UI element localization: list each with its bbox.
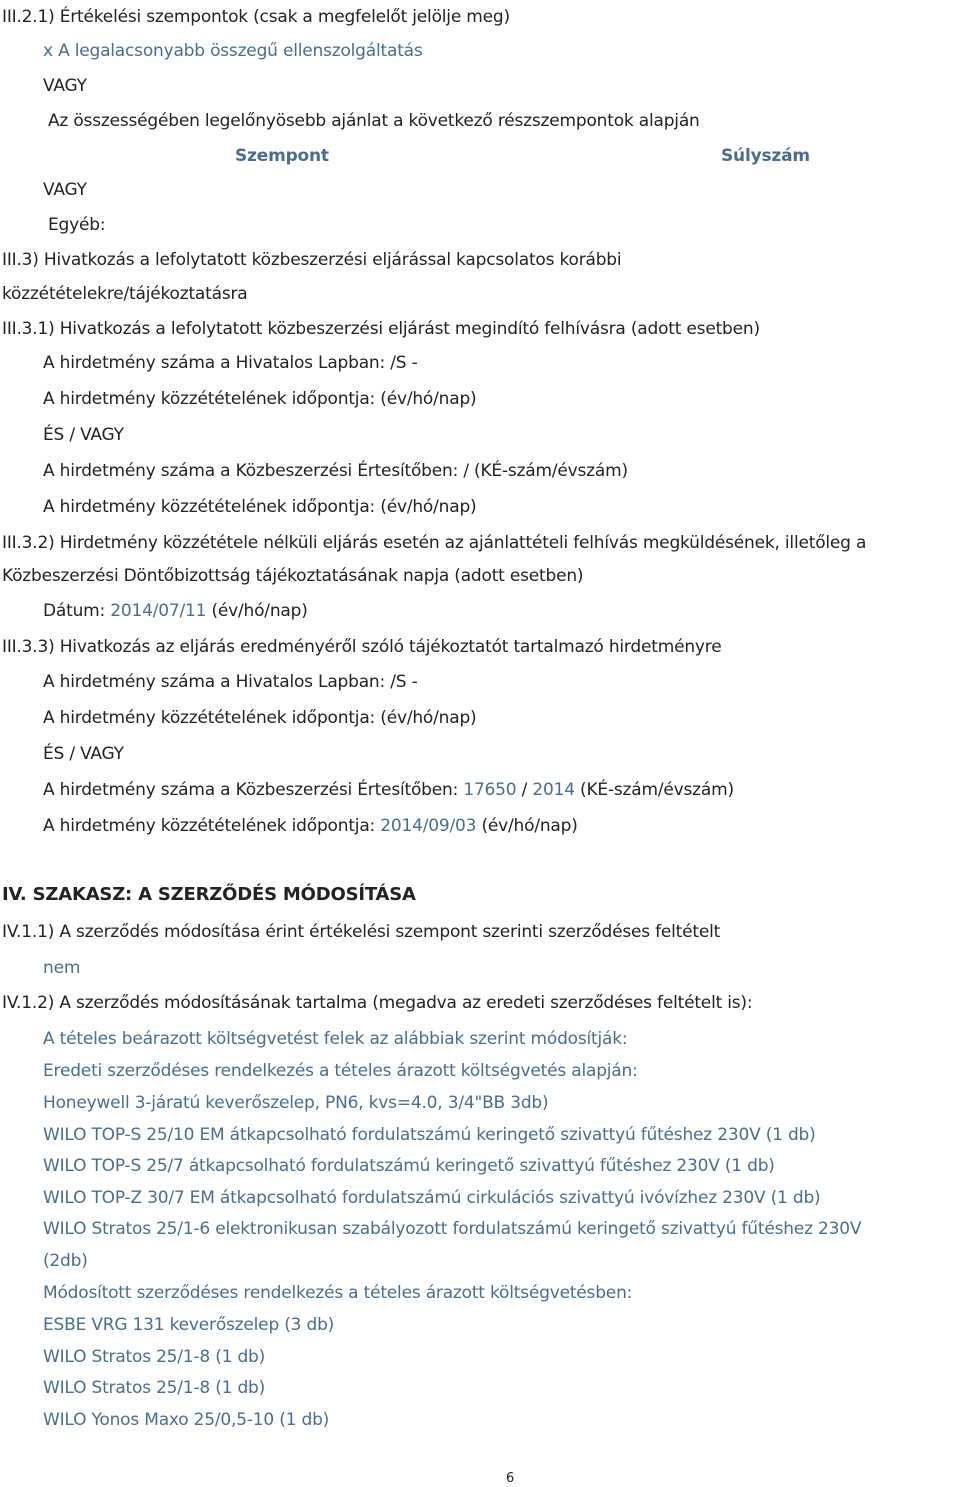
and-or-label: ÉS / VAGY [43, 744, 124, 764]
page-number: 6 [506, 1471, 515, 1486]
ke-year-value: 2014 [532, 780, 575, 800]
content-line: WILO Stratos 25/1-6 elektronikusan szabályozott fordulatszámú keringető szivattyú fűtéshez 230V [43, 1219, 862, 1239]
ke-label: A hirdetmény száma a Közbeszerzési Értesítőben: [43, 780, 464, 800]
publication-date: A hirdetmény közzétételének időpontja: (év/hó/nap) [43, 497, 477, 517]
content-line: Eredeti szerződéses rendelkezés a tételes árazott költségvetés alapján: [43, 1061, 638, 1081]
heading-iii-2-1: III.2.1) Értékelési szempontok (csak a megfelelőt jelölje meg) [2, 7, 510, 27]
date-value: 2014/07/11 [110, 601, 207, 621]
content-line: WILO TOP-S 25/10 EM átkapcsolható fordulatszámú keringető szivattyú fűtéshez 230V (1 db) [43, 1125, 816, 1145]
selected-option-lowest-price: x A legalacsonyabb összegű ellenszolgáltatás [43, 41, 423, 61]
option-best-value: Az összességében legelőnyösebb ajánlat a következő részszempontok alapján [48, 111, 700, 131]
publication-date: A hirdetmény közzétételének időpontja: (év/hó/nap) [43, 389, 477, 409]
and-or-label: ÉS / VAGY [43, 425, 124, 445]
heading-iii-3: III.3) Hivatkozás a lefolytatott közbeszerzési eljárással kapcsolatos korábbi [2, 250, 622, 270]
ke-notice-number: A hirdetmény száma a Közbeszerzési Értesítőben: / (KÉ-szám/évszám) [43, 461, 628, 481]
content-line: (2db) [43, 1251, 88, 1271]
content-line: WILO Stratos 25/1-8 (1 db) [43, 1347, 266, 1367]
column-header-weight: Súlyszám [721, 146, 810, 166]
ojeu-notice-number: A hirdetmény száma a Hivatalos Lapban: /S - [43, 672, 418, 692]
heading-iii-3-2: III.3.2) Hirdetmény közzététele nélküli eljárás esetén az ajánlattételi felhívás megküldésének, illetőleg a [2, 533, 867, 553]
content-line: WILO TOP-Z 30/7 EM átkapcsolható fordulatszámú cirkulációs szivattyú ivóvízhez 230V (1 db) [43, 1188, 821, 1208]
date-line [43, 600, 308, 622]
content-line: Módosított szerződéses rendelkezés a tételes árazott költségvetésben: [43, 1283, 633, 1303]
ke-separator: / [516, 780, 533, 800]
heading-iii-3-1: III.3.1) Hivatkozás a lefolytatott közbeszerzési eljárást megindító felhívásra (adott esetben) [2, 319, 760, 339]
heading-iii-3-3: III.3.3) Hivatkozás az eljárás eredményéről szóló tájékoztatót tartalmazó hirdetményre [2, 637, 722, 657]
content-line: Honeywell 3-járatú keverőszelep, PN6, kvs=4.0, 3/4"BB 3db) [43, 1093, 549, 1113]
pub-date-label: A hirdetmény közzétételének időpontja: [43, 816, 381, 836]
or-label: VAGY [43, 180, 87, 200]
ke-notice-number [43, 779, 734, 801]
heading-iv-1-2: IV.1.2) A szerződés módosításának tartalma (megadva az eredeti szerződéses feltételt is): [2, 993, 753, 1013]
column-header-criterion: Szempont [235, 146, 329, 166]
other-option-label: Egyéb: [48, 215, 106, 235]
date-label: Dátum: [43, 601, 111, 621]
section-title: IV. SZAKASZ: A SZERZŐDÉS MÓDOSÍTÁSA [2, 884, 416, 905]
heading-iii-3-2-cont: Közbeszerzési Döntőbizottság tájékoztatásának napja (adott esetben) [2, 566, 584, 586]
ojeu-notice-number: A hirdetmény száma a Hivatalos Lapban: /S - [43, 353, 418, 373]
publication-date: A hirdetmény közzétételének időpontja: (év/hó/nap) [43, 708, 477, 728]
publication-date [43, 815, 578, 837]
content-line: WILO Stratos 25/1-8 (1 db) [43, 1378, 266, 1398]
or-label: VAGY [43, 76, 87, 96]
content-line: A tételes beárazott költségvetést felek az alábbiak szerint módosítják: [43, 1029, 628, 1049]
content-line: ESBE VRG 131 keverőszelep (3 db) [43, 1315, 335, 1335]
ke-number-value: 17650 [463, 780, 517, 800]
ke-unit: (KÉ-szám/évszám) [574, 780, 734, 800]
heading-iii-3-cont: közzétételekre/tájékoztatásra [2, 284, 248, 304]
date-unit: (év/hó/nap) [206, 601, 308, 621]
answer-value: nem [43, 958, 81, 978]
pub-date-unit: (év/hó/nap) [476, 816, 578, 836]
pub-date-value: 2014/09/03 [380, 816, 477, 836]
content-line: WILO Yonos Maxo 25/0,5-10 (1 db) [43, 1410, 330, 1430]
content-line: WILO TOP-S 25/7 átkapcsolható fordulatszámú keringető szivattyú fűtéshez 230V (1 db) [43, 1156, 775, 1176]
heading-iv-1-1: IV.1.1) A szerződés módosítása érint értékelési szempont szerinti szerződéses feltételt [2, 922, 721, 942]
